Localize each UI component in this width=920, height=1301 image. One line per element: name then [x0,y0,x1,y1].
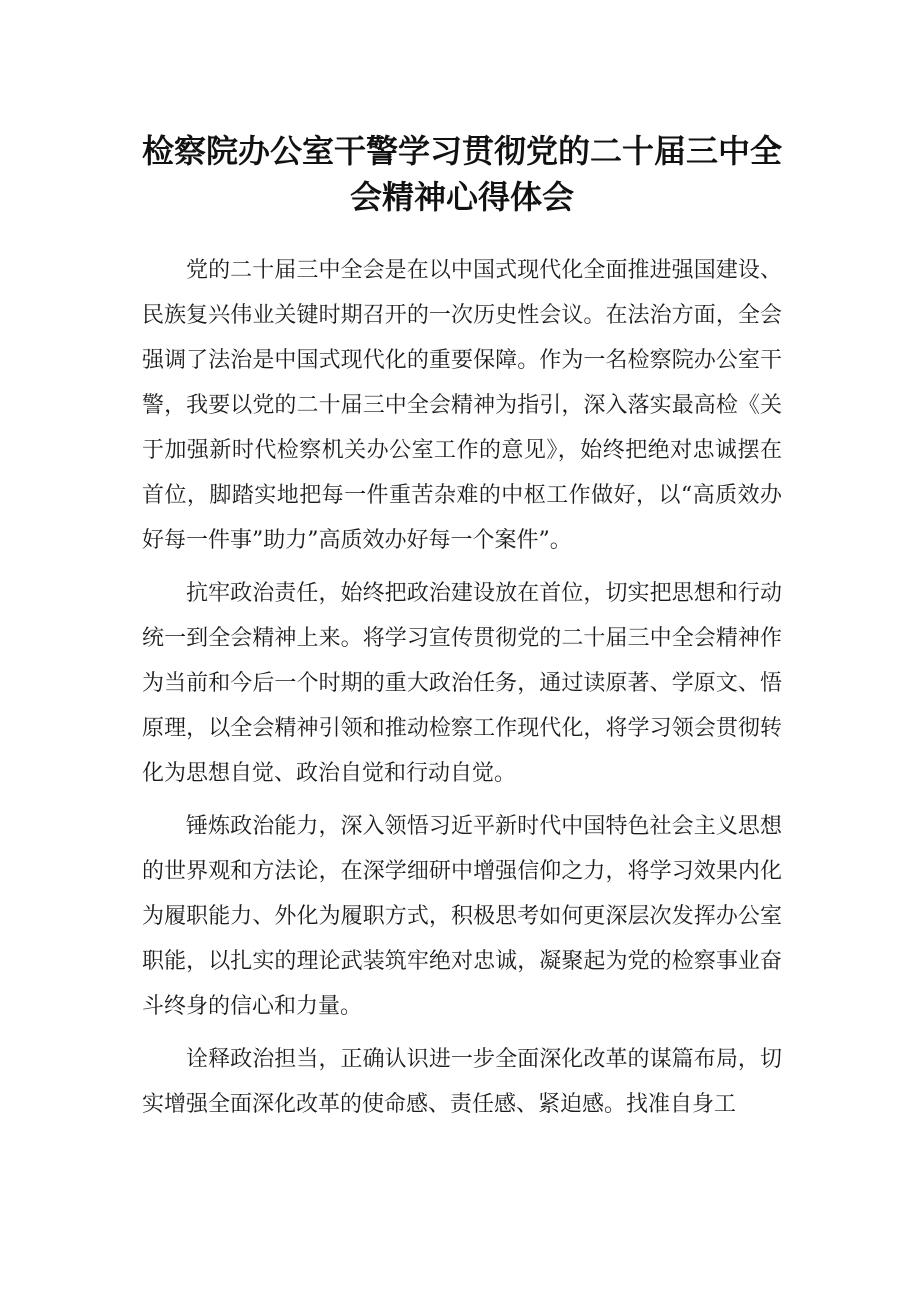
paragraph-1: 党的二十届三中全会是在以中国式现代化全面推进强国建设、民族复兴伟业关键时期召开的一次历史性会议。在法治方面，全会强调了法治是中国式现代化的重要保障。作为一名检察院办公室干警，我要以党的二十届三中全会精神为指引，深入落实最高检《关于加强新时代检察机关办公室工作的意见》，始终把绝对忠诚摆在首位，脚踏实地把每一件重苦杂难的中枢工作做好，以“高质效办好每一件事”助力”高质效办好每一个案件”。 [142,258,782,553]
document-title [142,128,782,220]
paragraph-2: 抗牢政治责任，始终把政治建设放在首位，切实把思想和行动统一到全会精神上来。将学习宣传贯彻党的二十届三中全会精神作为当前和今后一个时期的重大政治任务，通过读原著、学原文、悟原理，以全会精神引领和推动检察工作现代化，将学习领会贯彻转化为思想自觉、政治自觉和行动自觉。 [142,581,782,786]
title-line-1: 检察院办公室干警学习贯彻党的二十届三中全 [142,132,783,170]
paragraph-3: 锤炼政治能力，深入领悟习近平新时代中国特色社会主义思想的世界观和方法论，在深学细研中增强信仰之力，将学习效果内化为履职能力、外化为履职方式，积极思考如何更深层次发挥办公室职能，以扎实的理论武装筑牢绝对忠诚，凝聚起为党的检察事业奋斗终身的信心和力量。 [142,814,782,1019]
paragraph-4: 诠释政治担当，正确认识进一步全面深化改革的谋篇布局，切实增强全面深化改革的使命感、责任感、紧迫感。找准自身工 [142,1047,782,1117]
title-line-2: 会精神心得体会 [349,178,574,216]
